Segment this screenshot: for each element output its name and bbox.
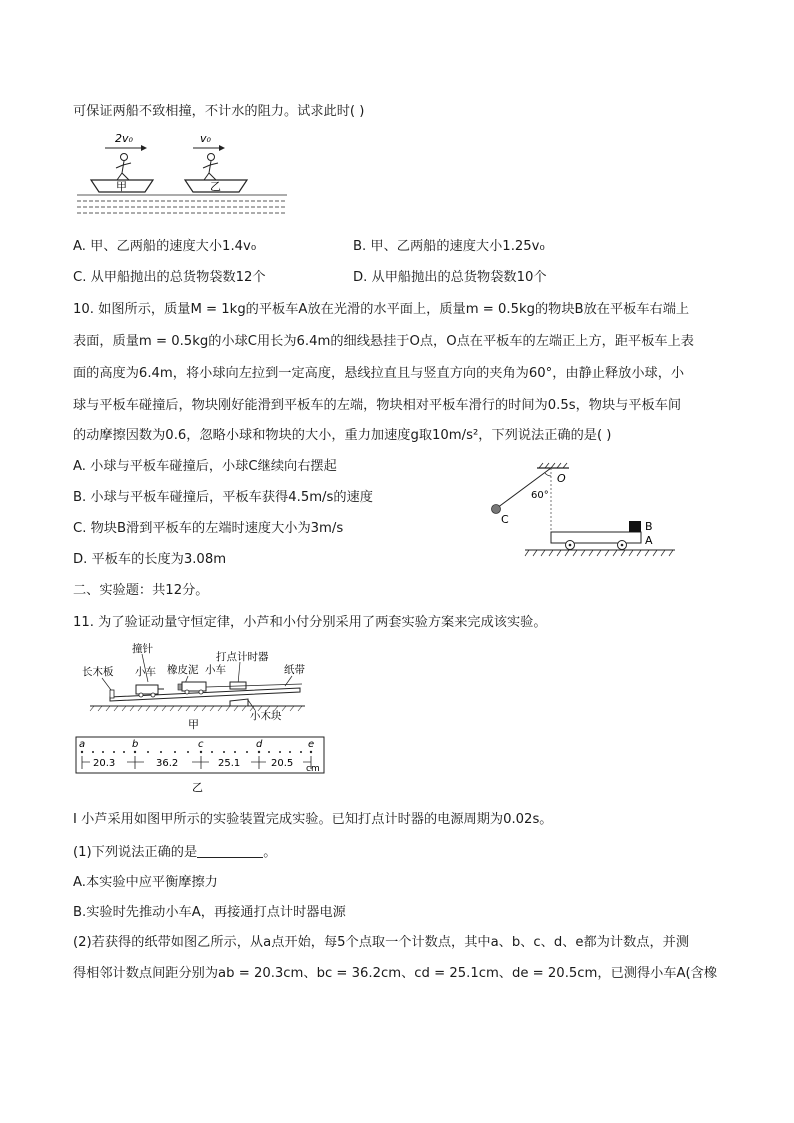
- label-tape: 纸带: [284, 664, 305, 676]
- label-clay: 橡皮泥: [167, 664, 199, 676]
- q10-line-5: 的动摩擦因数为0.6，忽略小球和物块的大小，重力加速度g取10m/s²，下列说法正确的是( ): [73, 428, 612, 443]
- boat-right-label: 乙: [210, 180, 221, 193]
- q11-stem: 11. 为了验证动量守恒定律，小芦和小付分别采用了两套实验方案来完成该实验。: [73, 615, 547, 630]
- speed-label-left: 2v₀: [115, 132, 133, 145]
- tape-unit: cm: [306, 764, 320, 774]
- tape-segment-de: 20.5: [271, 758, 294, 769]
- q10-line-3: 面的高度为6.4m，将小球向左拉到一定高度，悬线拉直且与竖直方向的夹角为60°，由静止释放小球，小: [73, 366, 685, 381]
- q9-option-b: B. 甲、乙两船的速度大小1.25v₀: [353, 239, 545, 254]
- q9-option-c: C. 从甲船抛出的总货物袋数12个: [73, 270, 266, 285]
- answer-blank: [197, 843, 263, 858]
- q10-option-b: B. 小球与平板车碰撞后，平板车获得4.5m/s的速度: [73, 490, 373, 505]
- q10-option-d: D. 平板车的长度为3.08m: [73, 552, 227, 567]
- q11-sub2-line-1: (2)若获得的纸带如图乙所示，从a点开始，每5个点取一个计数点，其中a、b、c、d、e都为计数点，并测: [73, 935, 690, 950]
- tape-point-c: c: [198, 739, 204, 750]
- q10-line-4: 球与平板车碰撞后，物块刚好能滑到平板车的左端，物块相对平板车滑行的时间为0.5s，物块与平板车间: [73, 398, 682, 413]
- q10-option-a: A. 小球与平板车碰撞后，小球C继续向右摆起: [73, 459, 337, 474]
- label-b: B: [645, 520, 653, 533]
- label-board: 长木板: [82, 666, 114, 678]
- q11-sub1-text: (1)下列说法正确的是: [73, 845, 198, 860]
- q9-option-a: A. 甲、乙两船的速度大小1.4v₀: [73, 239, 257, 254]
- q10-line-1: 10. 如图所示，质量M = 1kg的平板车A放在光滑的水平面上，质量m = 0.5kg的物块B放在平板车右端上: [73, 302, 690, 317]
- q9-boats-figure: [75, 128, 290, 220]
- caption-jia: 甲: [188, 718, 199, 730]
- q11-tape-figure: [74, 734, 330, 794]
- cart-a: [551, 532, 641, 543]
- label-o: O: [557, 472, 566, 485]
- label-a: A: [645, 534, 653, 547]
- q9-stem-tail: 可保证两船不致相撞，不计水的阻力。试求此时( ): [73, 104, 365, 119]
- label-c: C: [501, 513, 509, 526]
- label-timer: 打点计时器: [216, 651, 269, 663]
- speed-label-right: v₀: [200, 132, 211, 145]
- q11-sub2-line-2: 得相邻计数点间距分别为ab = 20.3cm、bc = 36.2cm、cd = 25.1cm、de = 20.5cm，已测得小车A(含橡: [73, 966, 718, 981]
- tape-segment-ab: 20.3: [93, 758, 116, 769]
- q10-pendulum-figure: [485, 462, 685, 562]
- tape-point-a: a: [79, 739, 86, 750]
- label-cart-b: 小车: [205, 664, 226, 676]
- tape-point-b: b: [132, 739, 139, 750]
- label-angle: 60°: [531, 490, 549, 501]
- small-block: [230, 699, 248, 706]
- q11-sub1-end: 。: [263, 845, 277, 860]
- tape-segment-cd: 25.1: [218, 758, 241, 769]
- block-b: [629, 521, 641, 532]
- q11-setup-figure: [80, 640, 315, 730]
- label-needle: 撞针: [132, 643, 153, 655]
- cart-a-body: [136, 685, 158, 694]
- water-lines: [77, 195, 287, 213]
- q11-sub1: [73, 843, 276, 863]
- cart-b-body: [182, 682, 206, 691]
- caption-yi: 乙: [192, 781, 203, 794]
- q11-option-b: B.实验时先推动小车A，再接通打点计时器电源: [73, 905, 346, 920]
- q11-part1: Ⅰ 小芦采用如图甲所示的实验装置完成实验。已知打点计时器的电源周期为0.02s。: [73, 812, 553, 827]
- boat-left-label: 甲: [116, 180, 127, 193]
- q9-option-d: D. 从甲船抛出的总货物袋数10个: [353, 270, 547, 285]
- section-title: 二、实验题：共12分。: [73, 583, 209, 598]
- label-block: 小木块: [250, 710, 282, 722]
- q10-option-c: C. 物块B滑到平板车的左端时速度大小为3m/s: [73, 521, 344, 536]
- ball-c: [492, 505, 501, 514]
- label-cart-a: 小车: [135, 666, 156, 678]
- tape-point-d: d: [256, 739, 263, 750]
- person-right: [203, 154, 218, 181]
- q11-option-a: A.本实验中应平衡摩擦力: [73, 875, 218, 890]
- tape-point-e: e: [308, 739, 315, 750]
- q10-line-2: 表面，质量m = 0.5kg的小球C用长为6.4m的细线悬挂于O点，O点在平板车的左端正上方，距平板车上表: [73, 334, 694, 349]
- person-left: [116, 154, 131, 181]
- tape-segment-bc: 36.2: [156, 758, 179, 769]
